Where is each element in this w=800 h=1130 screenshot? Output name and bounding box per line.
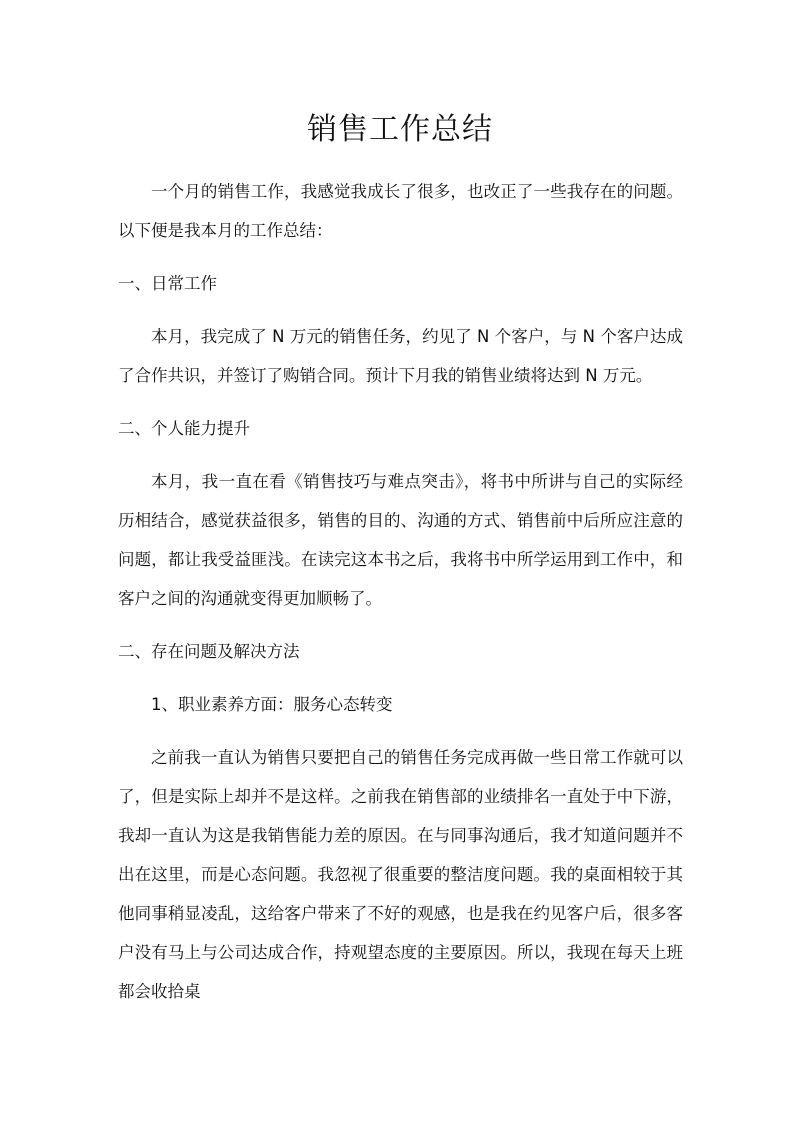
spacer xyxy=(118,724,683,738)
section-heading-daily-work: 一、日常工作 xyxy=(118,274,217,293)
subheading-service-attitude: 1、职业素养方面：服务心态转变 xyxy=(151,695,393,714)
section-heading-problems: 二、存在问题及解决方法 xyxy=(118,642,300,661)
section-heading-ability: 二、个人能力提升 xyxy=(118,419,250,438)
spacer xyxy=(118,671,683,685)
spacer xyxy=(118,250,683,264)
spacer xyxy=(118,395,683,409)
intro-paragraph: 一个月的销售工作，我感觉我成长了很多，也改正了一些我存在的问题。以下便是我本月的工作总结： xyxy=(118,182,683,240)
daily-work-paragraph: 本月，我完成了 N 万元的销售任务，约见了 N 个客户，与 N 个客户达成了合作共识，并签订了购销合同。预计下月我的销售业绩将达到 N 万元。 xyxy=(118,327,683,385)
document-body xyxy=(118,172,683,1011)
problems-paragraph: 之前我一直认为销售只要把自己的销售任务完成再做一些日常工作就可以了，但是实际上却并不是这样。之前我在销售部的业绩排名一直处于中下游，我却一直认为这是我销售能力差的原因。在与同事沟通后，我才知道问题并不出在这里，而是心态问题。我忽视了很重要的整洁度问题。我的桌面相较于其他同事稍显凌乱，这给客户带来了不好的观感，也是我在约见客户后，很多客户没有马上与公司达成合作，持观望态度的主要原因。所以，我现在每天上班都会收拾桌 xyxy=(118,748,683,1001)
document-title: 销售工作总结 xyxy=(307,112,493,147)
spacer xyxy=(118,303,683,317)
spacer xyxy=(118,448,683,462)
spacer xyxy=(118,618,683,632)
ability-paragraph: 本月，我一直在看《销售技巧与难点突击》，将书中所讲与自己的实际经历相结合，感觉获益很多，销售的目的、沟通的方式、销售前中后所应注意的问题，都让我受益匪浅。在读完这本书之后，我将书中所学运用到工作中，和客户之间的沟通就变得更加顺畅了。 xyxy=(118,472,683,608)
